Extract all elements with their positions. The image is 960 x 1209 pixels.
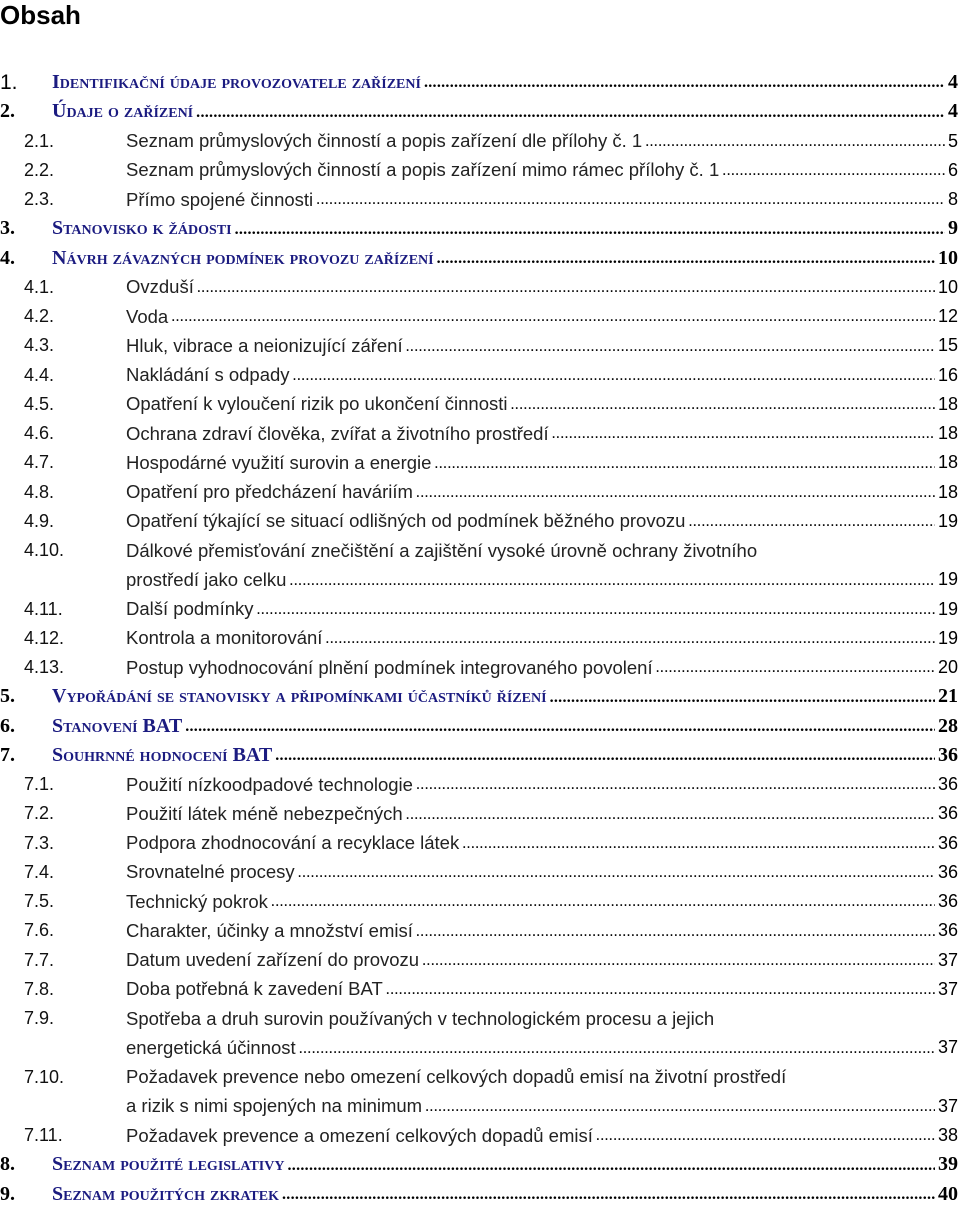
toc-dot-leader xyxy=(316,191,945,214)
toc-section-entry[interactable] xyxy=(0,390,960,419)
toc-entry-page-number: 19 xyxy=(937,569,958,590)
toc-entry-number: 2.1. xyxy=(24,130,55,151)
toc-dot-leader xyxy=(299,1040,935,1063)
toc-entry-page-number: 16 xyxy=(937,364,958,385)
toc-entry-title: Podpora zhodnocování a recyklace látek xyxy=(126,832,460,854)
toc-entry-number: 2. xyxy=(0,100,15,123)
toc-entry-number: 4.6. xyxy=(24,423,55,444)
toc-entry-title: Hluk, vibrace a neionizující záření xyxy=(126,334,403,356)
toc-entry-page-number: 36 xyxy=(937,891,958,912)
toc-entry-title: Seznam průmyslových činností a popis zařízení mimo rámec přílohy č. 1 xyxy=(126,159,720,181)
toc-entry-page-number: 37 xyxy=(937,1037,958,1058)
toc-entry-title: Souhrnné hodnocení BAT xyxy=(52,743,273,766)
toc-chapter-entry[interactable] xyxy=(0,1150,960,1179)
toc-entry-number: 7.10. xyxy=(24,1066,65,1087)
toc-entry-page-number: 18 xyxy=(937,452,958,473)
toc-dot-leader xyxy=(550,689,935,712)
toc-entry-page-number: 10 xyxy=(937,276,958,297)
toc-dot-leader xyxy=(416,776,935,799)
toc-chapter-entry[interactable] xyxy=(0,97,960,126)
toc-entry-title-continued: energetická účinnost xyxy=(126,1036,296,1058)
toc-chapter-entry[interactable] xyxy=(0,244,960,273)
toc-section-entry[interactable] xyxy=(0,770,960,799)
toc-entry-number: 7.11. xyxy=(24,1125,63,1146)
toc-entry-title: Srovnatelné procesy xyxy=(126,861,295,883)
toc-entry-title: Stanovení BAT xyxy=(52,714,183,737)
toc-entry-title-continued: prostředí jako celku xyxy=(126,568,287,590)
toc-entry-number: 4.13. xyxy=(24,657,65,678)
toc-entry-title: Doba potřebná k zavedení BAT xyxy=(126,978,383,1000)
toc-entry-page-number: 39 xyxy=(938,1153,958,1176)
toc-dot-leader xyxy=(185,718,935,741)
toc-entry-page-number: 15 xyxy=(937,335,958,356)
toc-dot-leader xyxy=(271,893,935,916)
toc-dot-leader xyxy=(275,747,935,770)
toc-entry-page-number: 38 xyxy=(937,1125,958,1146)
toc-section-entry[interactable] xyxy=(0,156,960,185)
toc-entry-number: 7.9. xyxy=(24,1008,55,1029)
toc-entry-page-number: 21 xyxy=(938,685,958,708)
toc-entry-title: Postup vyhodnocování plnění podmínek integrovaného povolení xyxy=(126,656,653,678)
toc-entry-number: 7.3. xyxy=(24,832,55,853)
toc-section-entry[interactable] xyxy=(0,975,960,1004)
toc-dot-leader xyxy=(406,806,935,829)
toc-section-entry[interactable] xyxy=(0,331,960,360)
toc-dot-leader xyxy=(289,572,935,595)
toc-section-entry[interactable] xyxy=(0,595,960,624)
page-title: Obsah xyxy=(0,0,81,30)
toc-entry-title: Ochrana zdraví člověka, zvířat a životního prostředí xyxy=(126,422,549,444)
toc-entry-title: Hospodárné využití surovin a energie xyxy=(126,451,432,473)
toc-section-entry[interactable] xyxy=(0,448,960,477)
toc-entry-number: 4.5. xyxy=(24,393,55,414)
toc-section-entry[interactable] xyxy=(0,1121,960,1150)
toc-entry-title: Ovzduší xyxy=(126,276,194,298)
toc-dot-leader xyxy=(596,1127,935,1150)
toc-entry-page-number: 36 xyxy=(937,861,958,882)
toc-entry-title: Datum uvedení zařízení do provozu xyxy=(126,949,420,971)
toc-dot-leader xyxy=(282,1186,935,1209)
toc-dot-leader xyxy=(171,308,935,331)
toc-dot-leader xyxy=(422,952,935,975)
toc-section-entry[interactable] xyxy=(0,829,960,858)
toc-entry-number: 7.2. xyxy=(24,803,55,824)
toc-entry-page-number: 18 xyxy=(937,423,958,444)
toc-entry-title: Kontrola a monitorování xyxy=(126,627,323,649)
toc-entry-title: Další podmínky xyxy=(126,598,254,620)
toc-entry-page-number: 37 xyxy=(937,949,958,970)
toc-dot-leader xyxy=(645,133,945,156)
toc-section-entry[interactable] xyxy=(0,419,960,448)
toc-entry-page-number: 12 xyxy=(937,306,958,327)
toc-entry-page-number: 6 xyxy=(947,159,958,180)
toc-dot-leader xyxy=(416,484,935,507)
toc-entry-title: Požadavek prevence nebo omezení celkových dopadů emisí na životní prostředí xyxy=(126,1066,787,1088)
toc-dot-leader xyxy=(511,396,935,419)
toc-entry-number: 7.8. xyxy=(24,978,55,999)
toc-chapter-entry[interactable] xyxy=(0,712,960,741)
toc-dot-leader xyxy=(722,162,945,185)
toc-entry-title: Přímo spojené činnosti xyxy=(126,188,314,210)
toc-entry-page-number: 36 xyxy=(937,832,958,853)
toc-entry-number: 6. xyxy=(0,714,15,737)
toc-section-entry[interactable] xyxy=(0,1063,960,1122)
toc-dot-leader xyxy=(425,1098,935,1121)
toc-entry-page-number: 9 xyxy=(948,217,958,240)
toc-section-entry[interactable] xyxy=(0,653,960,682)
toc-section-entry[interactable] xyxy=(0,536,960,595)
toc-entry-title: Spotřeba a druh surovin používaných v technologickém procesu a jejich xyxy=(126,1007,715,1029)
toc-entry-number: 4.3. xyxy=(24,335,55,356)
toc-entry-title: Návrh závazných podmínek provozu zařízení xyxy=(52,246,434,269)
toc-entry-page-number: 37 xyxy=(937,1095,958,1116)
toc-dot-leader xyxy=(437,250,935,273)
toc-section-entry[interactable] xyxy=(0,916,960,945)
toc-entry-title: Charakter, účinky a množství emisí xyxy=(126,919,413,941)
toc-entry-page-number: 4 xyxy=(948,71,958,94)
toc-dot-leader xyxy=(287,1157,935,1180)
toc-entry-page-number: 8 xyxy=(947,189,958,210)
toc-entry-title: Opatření pro předcházení haváriím xyxy=(126,481,413,503)
toc-entry-number: 4.11. xyxy=(24,598,63,619)
toc-dot-leader xyxy=(416,923,935,946)
toc-entry-number: 1. xyxy=(0,70,18,94)
toc-chapter-entry[interactable] xyxy=(0,682,960,711)
toc-entry-page-number: 18 xyxy=(937,481,958,502)
toc-entry-number: 4.12. xyxy=(24,627,65,648)
toc-entry-number: 4.10. xyxy=(24,540,65,561)
toc-entry-number: 7.5. xyxy=(24,891,55,912)
toc-section-entry[interactable] xyxy=(0,887,960,916)
toc-entry-title: Seznam použitých zkratek xyxy=(52,1182,279,1205)
toc-entry-number: 7.6. xyxy=(24,920,55,941)
toc-entry-page-number: 18 xyxy=(937,393,958,414)
toc-dot-leader xyxy=(196,104,945,127)
toc-entry-number: 4.8. xyxy=(24,481,55,502)
toc-entry-title: Nakládání s odpady xyxy=(126,364,290,386)
toc-entry-title: Opatření k vyloučení rizik po ukončení činnosti xyxy=(126,393,508,415)
toc-entry-number: 7.4. xyxy=(24,861,55,882)
toc-dot-leader xyxy=(656,659,935,682)
toc-entry-number: 4.9. xyxy=(24,510,55,531)
toc-entry-title: Vypořádání se stanovisky a připomínkami účastníků řízení xyxy=(52,685,547,708)
toc-entry-title: Opatření týkající se situací odlišných od podmínek běžného provozu xyxy=(126,510,686,532)
toc-entry-number: 5. xyxy=(0,685,15,708)
toc-dot-leader xyxy=(406,338,935,361)
toc-entry-page-number: 20 xyxy=(937,657,958,678)
toc-entry-number: 4.4. xyxy=(24,364,55,385)
toc-section-entry[interactable] xyxy=(0,1004,960,1063)
toc-entry-number: 2.2. xyxy=(24,159,55,180)
toc-dot-leader xyxy=(325,630,935,653)
toc-entry-number: 7.1. xyxy=(24,774,55,795)
toc-chapter-entry[interactable] xyxy=(0,741,960,770)
toc-dot-leader xyxy=(552,425,935,448)
toc-entry-number: 2.3. xyxy=(24,189,55,210)
toc-entry-title: Voda xyxy=(126,305,169,327)
toc-section-entry[interactable] xyxy=(0,127,960,156)
toc-section-entry[interactable] xyxy=(0,624,960,653)
toc-entry-title: Stanovisko k žádosti xyxy=(52,217,232,240)
toc-entry-number: 4.1. xyxy=(24,276,55,297)
toc-entry-title: Požadavek prevence a omezení celkových dopadů emisí xyxy=(126,1124,593,1146)
toc-entry-number: 9. xyxy=(0,1182,15,1205)
toc-entry-title: Použití nízkoodpadové technologie xyxy=(126,773,413,795)
toc-entry-title: Identifikační údaje provozovatele zařízení xyxy=(52,71,421,94)
toc-entry-number: 8. xyxy=(0,1153,15,1176)
toc-entry-number: 3. xyxy=(0,217,15,240)
toc-entry-number: 7. xyxy=(0,743,15,766)
toc-dot-leader xyxy=(424,74,945,97)
toc-entry-title: Seznam použité legislativy xyxy=(52,1153,285,1176)
toc-entry-page-number: 36 xyxy=(937,774,958,795)
toc-section-entry[interactable] xyxy=(0,185,960,214)
toc-entry-page-number: 19 xyxy=(937,510,958,531)
toc-dot-leader xyxy=(434,455,935,478)
toc-entry-page-number: 40 xyxy=(938,1182,958,1205)
toc-entry-page-number: 19 xyxy=(937,627,958,648)
toc-dot-leader xyxy=(298,864,935,887)
toc-entry-page-number: 28 xyxy=(938,714,958,737)
toc-section-entry[interactable] xyxy=(0,478,960,507)
toc-dot-leader xyxy=(386,981,935,1004)
toc-chapter-entry[interactable] xyxy=(0,1180,960,1209)
toc-entry-page-number: 10 xyxy=(938,246,958,269)
toc-dot-leader xyxy=(462,835,935,858)
toc-entry-page-number: 19 xyxy=(937,598,958,619)
toc-section-entry[interactable] xyxy=(0,507,960,536)
toc-dot-leader xyxy=(235,221,945,244)
toc-section-entry[interactable] xyxy=(0,302,960,331)
toc-entry-number: 7.7. xyxy=(24,949,55,970)
table-of-contents xyxy=(0,68,960,1209)
toc-entry-title: Technický pokrok xyxy=(126,890,268,912)
toc-dot-leader xyxy=(257,601,935,624)
toc-entry-number: 4.7. xyxy=(24,452,55,473)
toc-entry-title: Použití látek méně nebezpečných xyxy=(126,802,403,824)
toc-dot-leader xyxy=(197,279,935,302)
toc-entry-title-continued: a rizik s nimi spojených na minimum xyxy=(126,1095,423,1117)
toc-entry-page-number: 4 xyxy=(948,100,958,123)
toc-entry-page-number: 36 xyxy=(937,920,958,941)
toc-section-entry[interactable] xyxy=(0,946,960,975)
toc-entry-page-number: 5 xyxy=(947,130,958,151)
toc-entry-title: Údaje o zařízení xyxy=(52,100,194,123)
toc-entry-number: 4.2. xyxy=(24,306,55,327)
toc-chapter-entry[interactable] xyxy=(0,214,960,243)
toc-entry-page-number: 36 xyxy=(938,743,958,766)
toc-entry-title: Dálkové přemisťování znečištění a zajištění vysoké úrovně ochrany životního xyxy=(126,539,758,561)
toc-section-entry[interactable] xyxy=(0,858,960,887)
toc-dot-leader xyxy=(293,367,935,390)
toc-section-entry[interactable] xyxy=(0,273,960,302)
toc-section-entry[interactable] xyxy=(0,361,960,390)
toc-entry-number: 4. xyxy=(0,246,15,269)
toc-chapter-entry[interactable] xyxy=(0,68,960,97)
toc-entry-title: Seznam průmyslových činností a popis zařízení dle přílohy č. 1 xyxy=(126,130,643,152)
toc-section-entry[interactable] xyxy=(0,799,960,828)
toc-entry-page-number: 37 xyxy=(937,978,958,999)
toc-dot-leader xyxy=(688,513,935,536)
toc-entry-page-number: 36 xyxy=(937,803,958,824)
